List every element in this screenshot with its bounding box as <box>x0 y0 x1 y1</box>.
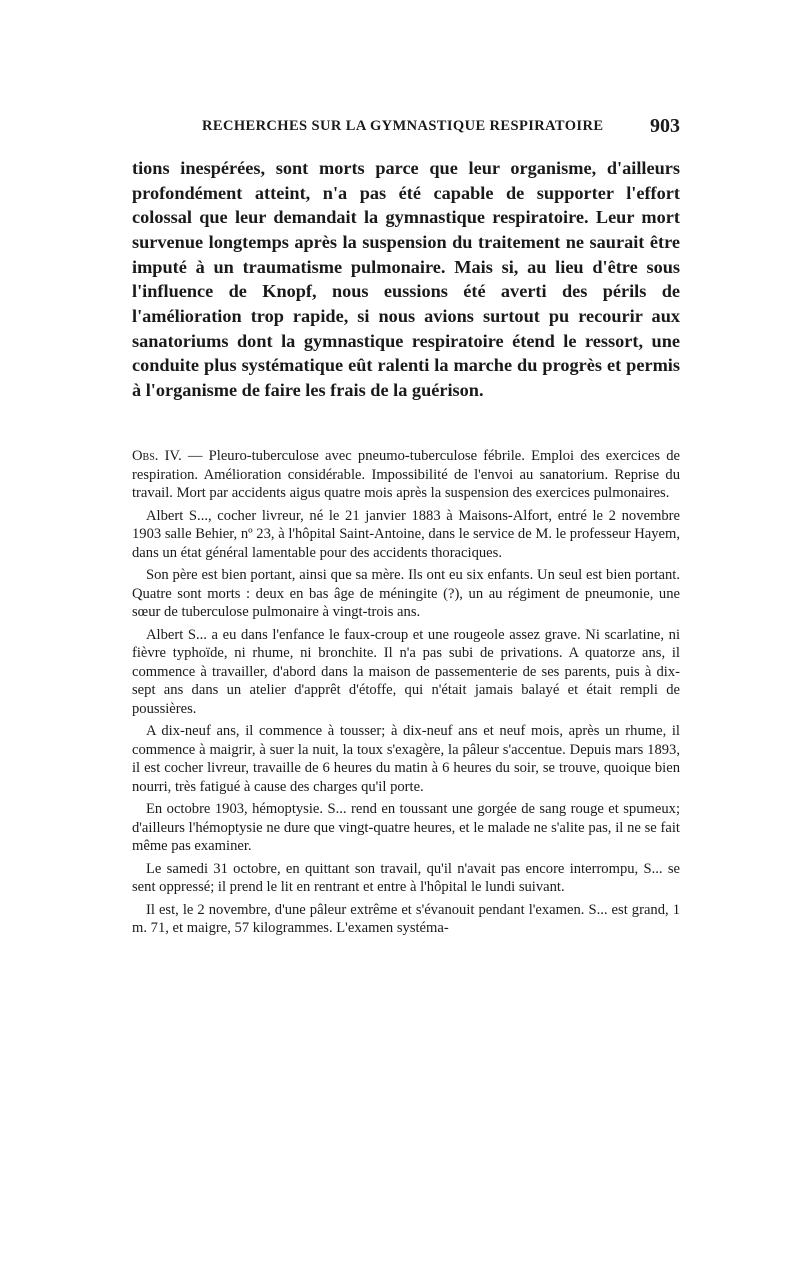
page-number: 903 <box>650 115 680 137</box>
observation-header <box>132 447 680 503</box>
running-title: RECHERCHES SUR LA GYMNASTIQUE RESPIRATOIRE <box>202 118 604 134</box>
observation-paragraph: Le samedi 31 octobre, en quittant son travail, qu'il n'avait pas encore interrompu, S... se sent oppressé; il prend le lit en rentrant et entre à l'hôpital le lundi suivant. <box>132 860 680 895</box>
observation-paragraph: Albert S..., cocher livreur, né le 21 janvier 1883 à Maisons-Alfort, entré le 2 novembre 1903 salle Behier, nº 23, à l'hôpital Saint-Antoine, dans le service de M. le professeur Hayem, dans un état général lamentable pour des accidents thoraciques. <box>132 507 681 561</box>
body-text <box>132 156 680 403</box>
observation-paragraph: A dix-neuf ans, il commence à tousser; à dix-neuf ans et neuf mois, après un rhume, il commence à maigrir, à suer la nuit, la toux s'exagère, la pâleur s'accentue. Depuis mars 1893, il est cocher livreur, travaille de 6 heures du matin à 6 heures du soir, se trouve, quoique bien nourri, très fatigué à cause des charges qu'il porte. <box>132 723 680 795</box>
observation-paragraph: Son père est bien portant, ainsi que sa mère. Ils ont eu six enfants. Un seul est bien portant. Quatre sont morts : deux en bas âge de méningite (?), un au régiment de pneumonie, une sœur de tuberculose pulmonaire à vingt-trois ans. <box>132 567 680 620</box>
observation-block <box>132 447 680 942</box>
intro-paragraph: tions inespérées, sont morts parce que leur organisme, d'ailleurs profondément atteint, n'a pas été capable de supporter l'effort colossal que leur demandait la gymnastique respiratoire. Leur mort survenue longtemps après la suspension du traitement ne saurait être imputé à un traumatisme pulmonaire. Mais si, au lieu d'être sous l'influence de Knopf, nous eussions été averti des périls de l'amélioration trop rapide, si nous avions surtout pu recourir aux sanatoriums dont la gymnastique respiratoire étend le ressort, une conduite plus systématique eût ralenti la marche du progrès et permis à l'organisme de faire les frais de la guérison. <box>132 158 680 400</box>
observation-summary: — Pleuro-tuberculose avec pneumo-tuberculose fébrile. Emploi des exercices de respiration. Amélioration considérable. Impossibilité de l'envoi au sanatorium. Reprise du travail. Mort par accidents aigus quatre mois après la suspension des exercices pulmonaires. <box>132 448 681 501</box>
observation-paragraph: Albert S... a eu dans l'enfance le faux-croup et une rougeole assez grave. Ni scarlatine, ni fièvre typhoïde, ni rhume, ni bronchite. Il n'a pas subi de privations. A quatorze ans, il commence à travailler, d'abord dans la maison de passementerie de ses parents, puis à dix-sept ans dans un atelier d'apprêt d'étoffe, qui n'était jamais balayé et était rempli de poussières. <box>132 626 680 717</box>
observation-paragraph: Il est, le 2 novembre, d'une pâleur extrême et s'évanouit pendant l'examen. S... est grand, 1 m. 71, et maigre, 57 kilogrammes. L'examen systéma- <box>132 901 680 936</box>
running-head <box>202 115 680 142</box>
observation-label: Obs. IV. <box>132 448 182 464</box>
observation-paragraph: En octobre 1903, hémoptysie. S... rend en toussant une gorgée de sang rouge et spumeux; d'ailleurs l'hémoptysie ne dure que vingt-quatre heures, et le malade ne s'alite pas, il ne se fait même pas examiner. <box>132 801 680 854</box>
